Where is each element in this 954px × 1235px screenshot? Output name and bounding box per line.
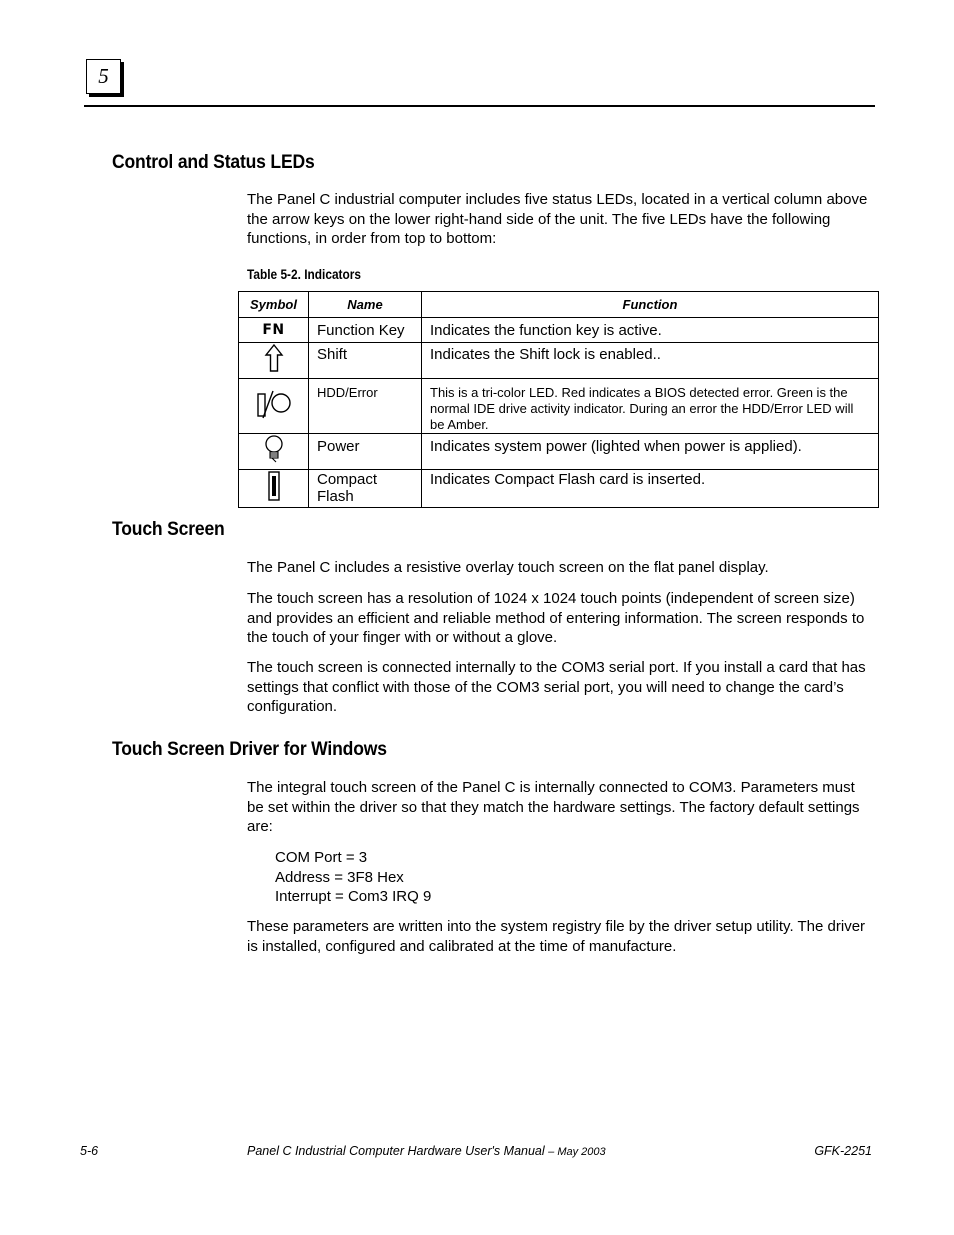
symbol-cell bbox=[239, 318, 309, 343]
name-cell: Function Key bbox=[309, 318, 422, 343]
list-item: Address = 3F8 Hex bbox=[275, 868, 404, 886]
section-heading-touch-screen: Touch Screen bbox=[112, 518, 225, 540]
shift-arrow-icon bbox=[264, 343, 284, 373]
name-cell: Compact Flash bbox=[309, 470, 422, 508]
table-row bbox=[239, 318, 879, 343]
section-heading-touch-screen-driver: Touch Screen Driver for Windows bbox=[112, 738, 387, 760]
name-cell: Power bbox=[309, 434, 422, 470]
footer-manual-title: Panel C Industrial Computer Hardware User's Manual bbox=[247, 1144, 545, 1158]
footer-page-number: 5-6 bbox=[80, 1144, 99, 1158]
footer-title bbox=[247, 1144, 606, 1158]
function-cell: This is a tri-color LED. Red indicates a BIOS detected error. Green is the normal IDE drive activity indicator. During an error the HDD/Error LED will be Amber. bbox=[422, 379, 879, 434]
function-cell: Indicates the Shift lock is enabled.. bbox=[422, 343, 879, 379]
symbol-cell bbox=[239, 470, 309, 508]
table-row bbox=[239, 379, 879, 434]
hdd-error-icon bbox=[254, 388, 294, 420]
symbol-cell bbox=[239, 379, 309, 434]
column-header-function: Function bbox=[422, 292, 879, 318]
name-cell: Shift bbox=[309, 343, 422, 379]
footer-doc-id: GFK-2251 bbox=[814, 1144, 872, 1158]
fn-key-icon: FN bbox=[262, 322, 285, 338]
touch-screen-paragraph-2: The touch screen has a resolution of 1024 x 1024 touch points (independent of screen size) and provides an efficient and reliable method of entering information. The screen responds to the touch of your finger with or without a glove. bbox=[247, 590, 865, 647]
leds-intro-paragraph: The Panel C industrial computer includes five status LEDs, located in a vertical column above the arrow keys on the lower right-hand side of the unit. The five LEDs have the following functions, in order from top to bottom: bbox=[247, 191, 868, 248]
table-row bbox=[239, 434, 879, 470]
table-row bbox=[239, 343, 879, 379]
symbol-cell bbox=[239, 434, 309, 470]
driver-outro-paragraph: These parameters are written into the system registry file by the driver setup utility. The driver is installed, configured and calibrated at the time of manufacture. bbox=[247, 918, 866, 955]
column-header-name: Name bbox=[309, 292, 422, 318]
function-cell: Indicates the function key is active. bbox=[422, 318, 879, 343]
header-rule bbox=[84, 105, 875, 107]
touch-screen-paragraph-1: The Panel C includes a resistive overlay touch screen on the flat panel display. bbox=[247, 559, 769, 576]
symbol-cell bbox=[239, 343, 309, 379]
factory-settings-list bbox=[275, 848, 431, 907]
table-row bbox=[239, 470, 879, 508]
list-item: Interrupt = Com3 IRQ 9 bbox=[275, 888, 432, 906]
table-caption: Table 5-2. Indicators bbox=[247, 267, 362, 282]
section-heading-control-status-leds: Control and Status LEDs bbox=[112, 151, 315, 173]
table-header-row bbox=[239, 292, 879, 318]
function-cell: Indicates system power (lighted when power is applied). bbox=[422, 434, 879, 470]
column-header-symbol: Symbol bbox=[239, 292, 309, 318]
chapter-number: 5 bbox=[98, 64, 109, 88]
touch-screen-paragraph-3: The touch screen is connected internally to the COM3 serial port. If you install a card that has settings that conflict with those of the COM3 serial port, you will need to change the card’s configuration. bbox=[247, 659, 866, 716]
power-bulb-icon bbox=[263, 434, 285, 464]
compact-flash-icon bbox=[266, 470, 282, 502]
driver-intro-paragraph: The integral touch screen of the Panel C is internally connected to COM3. Parameters must be set within the driver so that they match the hardware settings. The factory default settings are: bbox=[247, 779, 860, 836]
footer-date: – May 2003 bbox=[548, 1146, 606, 1158]
list-item: COM Port = 3 bbox=[275, 849, 368, 866]
name-cell: HDD/Error bbox=[309, 379, 422, 434]
chapter-number-box bbox=[86, 59, 121, 94]
indicators-table bbox=[238, 291, 879, 508]
function-cell: Indicates Compact Flash card is inserted. bbox=[422, 470, 879, 508]
